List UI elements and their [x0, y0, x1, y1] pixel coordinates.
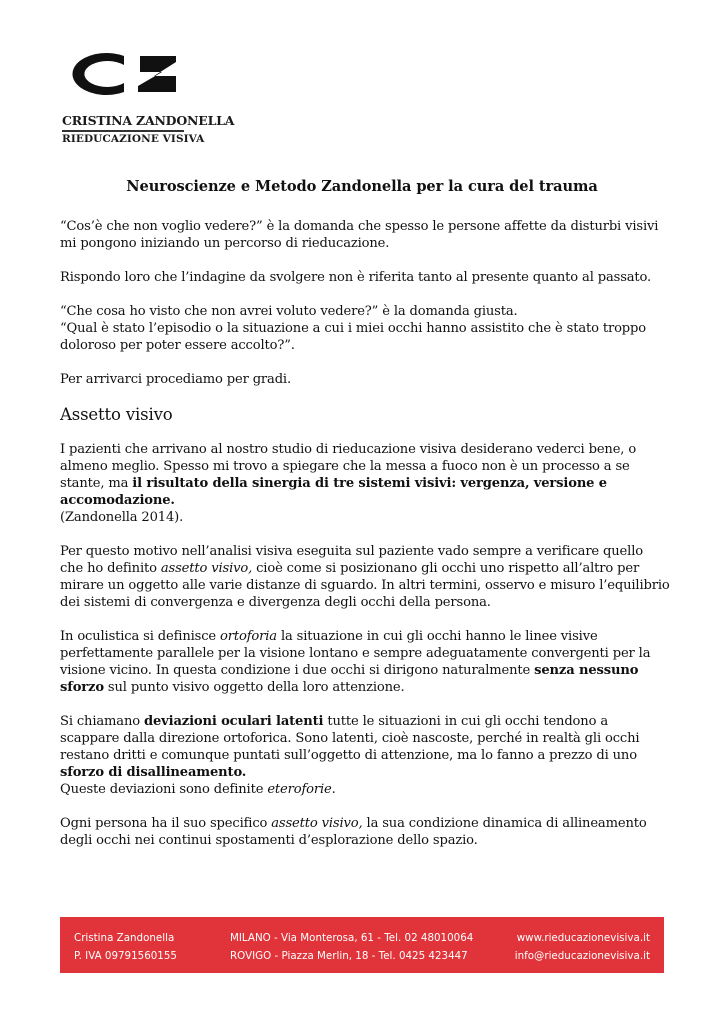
italic-run: eteroforie — [267, 782, 332, 797]
footer-website-link[interactable]: www.rieducazionevisiva.it — [516, 932, 650, 944]
text-run: . — [331, 782, 336, 797]
intro-paragraph-3b: “Qual è stato l’episodio o la situazione a cui i miei occhi hanno assistito che è stato troppo doloroso per poter essere accolto?”. — [60, 321, 646, 353]
text-run: cioè come si posizionano gli occhi uno rispetto all’altro per mirare un oggetto alle varie distanze di sguardo. In altri termini, osservo e misuro l’equilibrio dei sistemi di convergenza e divergenza degli occhi della persona. — [60, 561, 670, 610]
footer-addresses — [230, 929, 473, 965]
text-run: Ogni persona ha il suo specifico — [60, 816, 272, 831]
text-run: tutte le situazioni in cui gli occhi tendono a scappare dalla direzione ortoforica. Sono latenti, cioè nascoste, perché in realtà gli occhi restano dritti e comunque puntati sull’oggetto di attenzione, ma lo fanno a prezzo di uno — [60, 714, 640, 763]
section-paragraph-3 — [60, 628, 670, 696]
logo-divider — [62, 130, 184, 132]
text-run: Per questo motivo nell’analisi visiva eseguita sul paziente vado sempre a verificare quello che ho definito — [60, 544, 643, 576]
bold-run: deviazioni oculari latenti — [143, 714, 324, 729]
intro-paragraph-3a: “Che cosa ho visto che non avrei voluto vedere?” è la domanda giusta. — [60, 304, 518, 319]
document-title: Neuroscienze e Metodo Zandonella per la cura del trauma — [126, 178, 598, 195]
text-run: Queste deviazioni sono definite — [60, 782, 268, 797]
citation: (Zandonella 2014). — [60, 510, 184, 525]
footer-address-milano: MILANO - Via Monterosa, 61 - Tel. 02 48010064 — [230, 932, 474, 944]
text-run: In oculistica si definisce — [60, 629, 221, 644]
text-run: Si chiamano — [60, 714, 144, 729]
footer-email-link[interactable]: info@rieducazionevisiva.it — [514, 950, 650, 962]
logo-subtitle: RIEDUCAZIONE VISIVA — [62, 133, 205, 145]
bold-run: sforzo di disallineamento. — [60, 765, 247, 780]
footer-address-rovigo: ROVIGO - Piazza Merlin, 18 - Tel. 0425 423447 — [230, 950, 468, 962]
text-run: la sua condizione dinamica di allineamento degli occhi nei continui spostamenti d’esplorazione dello spazio. — [60, 816, 647, 848]
section-paragraph-4 — [60, 713, 670, 798]
logo-name: CRISTINA ZANDONELLA — [62, 113, 235, 128]
footer-name: Cristina Zandonella — [74, 932, 175, 944]
italic-run: ortoforia — [220, 629, 277, 644]
section-paragraph-5 — [60, 815, 670, 849]
text-run: I pazienti che arrivano al nostro studio di rieducazione visiva desiderano vederci bene, o almeno meglio. Spesso mi trovo a spiegare che la messa a fuoco non è un processo a se stante, ma — [60, 442, 637, 491]
bold-run: il risultato della sinergia di tre sistemi visivi: vergenza, versione e accomodazione. — [60, 476, 607, 508]
document-body — [60, 218, 670, 849]
footer-banner — [60, 917, 664, 973]
footer-contacts — [515, 929, 650, 965]
section-heading: Assetto visivo — [60, 405, 173, 424]
intro-paragraph-4: Per arrivarci procediamo per gradi. — [60, 372, 291, 387]
intro-paragraph-2: Rispondo loro che l’indagine da svolgere non è riferita tanto al presente quanto al passato. — [60, 270, 652, 285]
intro-paragraph-1: “Cos’è che non voglio vedere?” è la domanda che spesso le persone affette da disturbi visivi mi pongono iniziando un percorso di rieducazione. — [60, 219, 659, 251]
section-paragraph-1 — [60, 441, 670, 526]
italic-run: assetto visivo, — [271, 816, 363, 831]
cz-logo-mark-icon — [66, 50, 178, 98]
bold-run: senza nessuno sforzo — [60, 663, 639, 695]
text-run: la situazione in cui gli occhi hanno le linee visive perfettamente parallele per la visione lontano e sempre adeguatamente convergenti per la visione vicino. In questa condizione i due occhi si dirigono naturalmente — [60, 629, 651, 678]
italic-run: assetto visivo, — [160, 561, 253, 576]
footer-vat: P. IVA 09791560155 — [74, 950, 177, 962]
logo — [62, 50, 235, 145]
footer-identity — [74, 929, 177, 965]
section-paragraph-2 — [60, 543, 670, 611]
text-run: sul punto visivo oggetto della loro attenzione. — [103, 680, 405, 695]
